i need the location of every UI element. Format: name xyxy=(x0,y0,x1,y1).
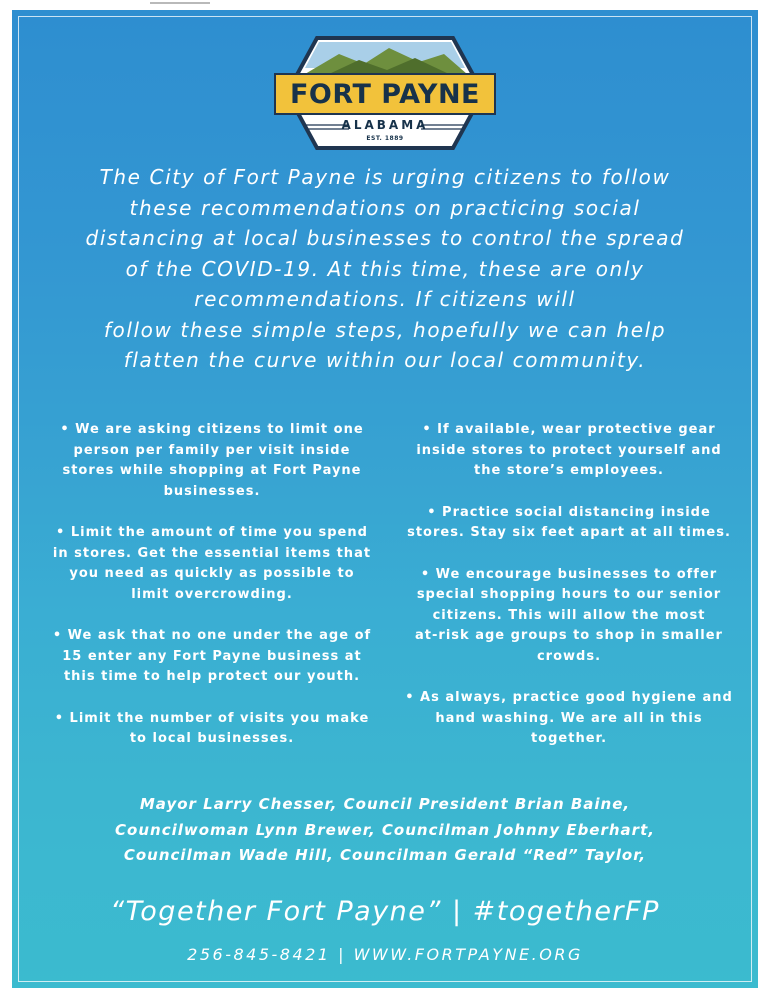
recommendation-line: in stores. Get the essential items that xyxy=(52,545,372,561)
recommendation-item xyxy=(396,688,742,750)
intro-line: flatten the curve within our local community. xyxy=(123,348,647,372)
recommendation-line: • Practice social distancing inside xyxy=(427,504,711,520)
logo-established: EST. 1889 xyxy=(366,135,404,142)
recommendation-line: inside stores to protect yourself and xyxy=(416,442,722,458)
recommendation-item xyxy=(42,523,382,605)
recommendation-line: • We are asking citizens to limit one xyxy=(60,422,364,437)
recommendation-line: • We encourage businesses to offer xyxy=(420,566,718,582)
flyer xyxy=(12,10,758,988)
intro-line: distancing at local businesses to control the spread xyxy=(85,226,685,250)
recommendation-line: • Limit the number of visits you make xyxy=(54,710,370,726)
recommendation-line: citizens. This will allow the most xyxy=(432,607,706,623)
intro-line: The City of Fort Payne is urging citizens to follow xyxy=(99,165,671,189)
recommendations-right-column xyxy=(396,420,742,771)
recommendation-line: • We ask that no one under the age of xyxy=(52,628,372,643)
recommendation-line: together. xyxy=(530,731,608,746)
intro-paragraph xyxy=(42,162,728,376)
recommendation-line: you need as quickly as possible to xyxy=(69,566,355,581)
recommendation-item xyxy=(42,626,382,688)
signers-line: Councilman Wade Hill, Councilman Gerald “Red” Taylor, xyxy=(123,846,647,864)
recommendation-line: this time to help protect our youth. xyxy=(63,669,361,684)
intro-line: these recommendations on practicing social xyxy=(129,195,641,220)
recommendation-line: stores while shopping at Fort Payne xyxy=(62,463,362,478)
recommendation-line: businesses. xyxy=(163,483,261,499)
recommendation-line: hand washing. We are all in this xyxy=(435,710,703,726)
contact-info: 256-845-8421 | WWW.FORTPAYNE.ORG xyxy=(187,945,583,964)
fort-payne-logo xyxy=(269,34,501,152)
recommendation-line: crowds. xyxy=(536,648,602,664)
recommendation-item xyxy=(396,420,742,482)
recommendation-item xyxy=(42,709,382,750)
recommendation-line: limit overcrowding. xyxy=(131,586,293,602)
recommendation-line: the store’s employees. xyxy=(474,463,664,478)
recommendation-line: • As always, practice good hygiene and xyxy=(405,690,733,705)
intro-line: recommendations. If citizens will xyxy=(194,287,576,311)
recommendation-line: • Limit the amount of time you spend xyxy=(56,525,368,540)
officials-signature-block xyxy=(42,792,728,869)
signers-line: Councilwoman Lynn Brewer, Councilman Johnny Eberhart, xyxy=(115,820,655,839)
recommendation-item xyxy=(396,503,742,544)
scan-artifact xyxy=(150,2,210,4)
logo-subtitle: ALABAMA xyxy=(341,118,429,132)
intro-line: of the COVID-19. At this time, these are only xyxy=(125,256,645,281)
intro-line: follow these simple steps, hopefully we can help xyxy=(103,317,667,342)
slogan: “Together Fort Payne” | #togetherFP xyxy=(110,896,660,927)
recommendation-item xyxy=(396,565,742,668)
recommendation-item xyxy=(42,420,382,502)
recommendation-line: special shopping hours to our senior xyxy=(416,587,722,602)
signers-line: Mayor Larry Chesser, Council President Brian Baine, xyxy=(139,795,631,813)
recommendation-line: stores. Stay six feet apart at all times. xyxy=(407,525,731,540)
recommendation-line: person per family per visit inside xyxy=(73,442,351,458)
recommendation-line: 15 enter any Fort Payne business at xyxy=(62,648,362,664)
recommendations-left-column xyxy=(42,420,382,771)
logo-title: FORT PAYNE xyxy=(289,79,480,110)
recommendation-line: to local businesses. xyxy=(129,731,295,746)
recommendation-line: at-risk age groups to shop in smaller xyxy=(415,628,723,643)
recommendation-line: • If available, wear protective gear xyxy=(422,422,716,437)
